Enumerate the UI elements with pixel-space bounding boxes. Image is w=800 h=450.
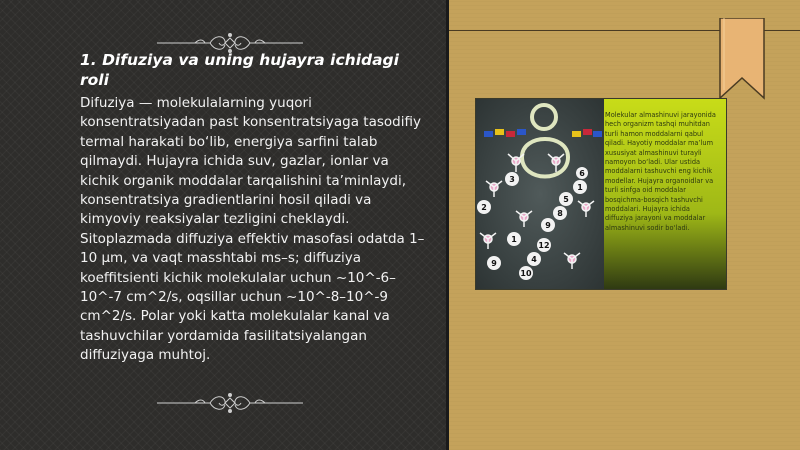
bookmark-icon bbox=[718, 18, 766, 100]
disc-10: 10 bbox=[520, 269, 532, 278]
disc-4: 4 bbox=[531, 255, 537, 264]
disc-3: 3 bbox=[509, 175, 515, 184]
disc-5: 5 bbox=[563, 195, 569, 204]
disc-1: 1 bbox=[577, 183, 583, 192]
disc-1b: 1 bbox=[511, 235, 517, 244]
disc-9b: 9 bbox=[491, 259, 497, 268]
bottom-flourish-icon bbox=[155, 392, 305, 414]
body-text: Difuziya — molekulalarning yuqori konsentratsiyadan past konsentratsiyaga tasodifiy termal harakati bo‘lib, energiya sarfini talab qilmaydi. Hujayra ichida suv, gazlar, ionlar va kichik organik moddalar tarqalishini ta’minlaydi, konsentratsiya gradientlarini hosil qiladi va kimyoviy reaksiyalar tezligini cheklaydi. Sitoplazmada diffuziya effektiv masofasi odatda 1–10 µm, va vaqt masshtabi ms–s; diffuziya koeffitsienti kichik molekulalar uchun ~10^-6–10^-7 cm^2/s, oqsillar uchun ~10^-8–10^-9 cm^2/s. Polar yoki katta molekulalar kanal va tashuvchilar yordamida fasilitatsiyalangan diffuziyaga muhtoj. bbox=[80, 95, 425, 364]
molecule-model-photo bbox=[475, 98, 727, 290]
disc-2: 2 bbox=[481, 203, 487, 212]
disc-12: 12 bbox=[538, 241, 550, 250]
disc-9: 9 bbox=[545, 221, 551, 230]
disc-8: 8 bbox=[557, 209, 563, 218]
photo-caption: Molekular almashinuvi jarayonida hech organizm tashqi muhitdan turli hamon moddalarni qabul qiladi. Hayotiy moddalar ma’lum xususiyat almashinuvi turayli namoyon bo‘ladi. Ular ustida moddalarni tashuvchi eng kichik modellar. Hujayra organoidlar va turli sinfga oid moddalar bosqichma-bosqich tashuvchi moddalari. Hujayra ichida diffuziya jarayoni va moddalar almashinuvi sodir bo‘ladi. bbox=[605, 111, 716, 232]
slide-title: 1. Difuziya va uning hujayra ichidagi roli bbox=[80, 51, 399, 89]
disc-6: 6 bbox=[579, 169, 585, 178]
